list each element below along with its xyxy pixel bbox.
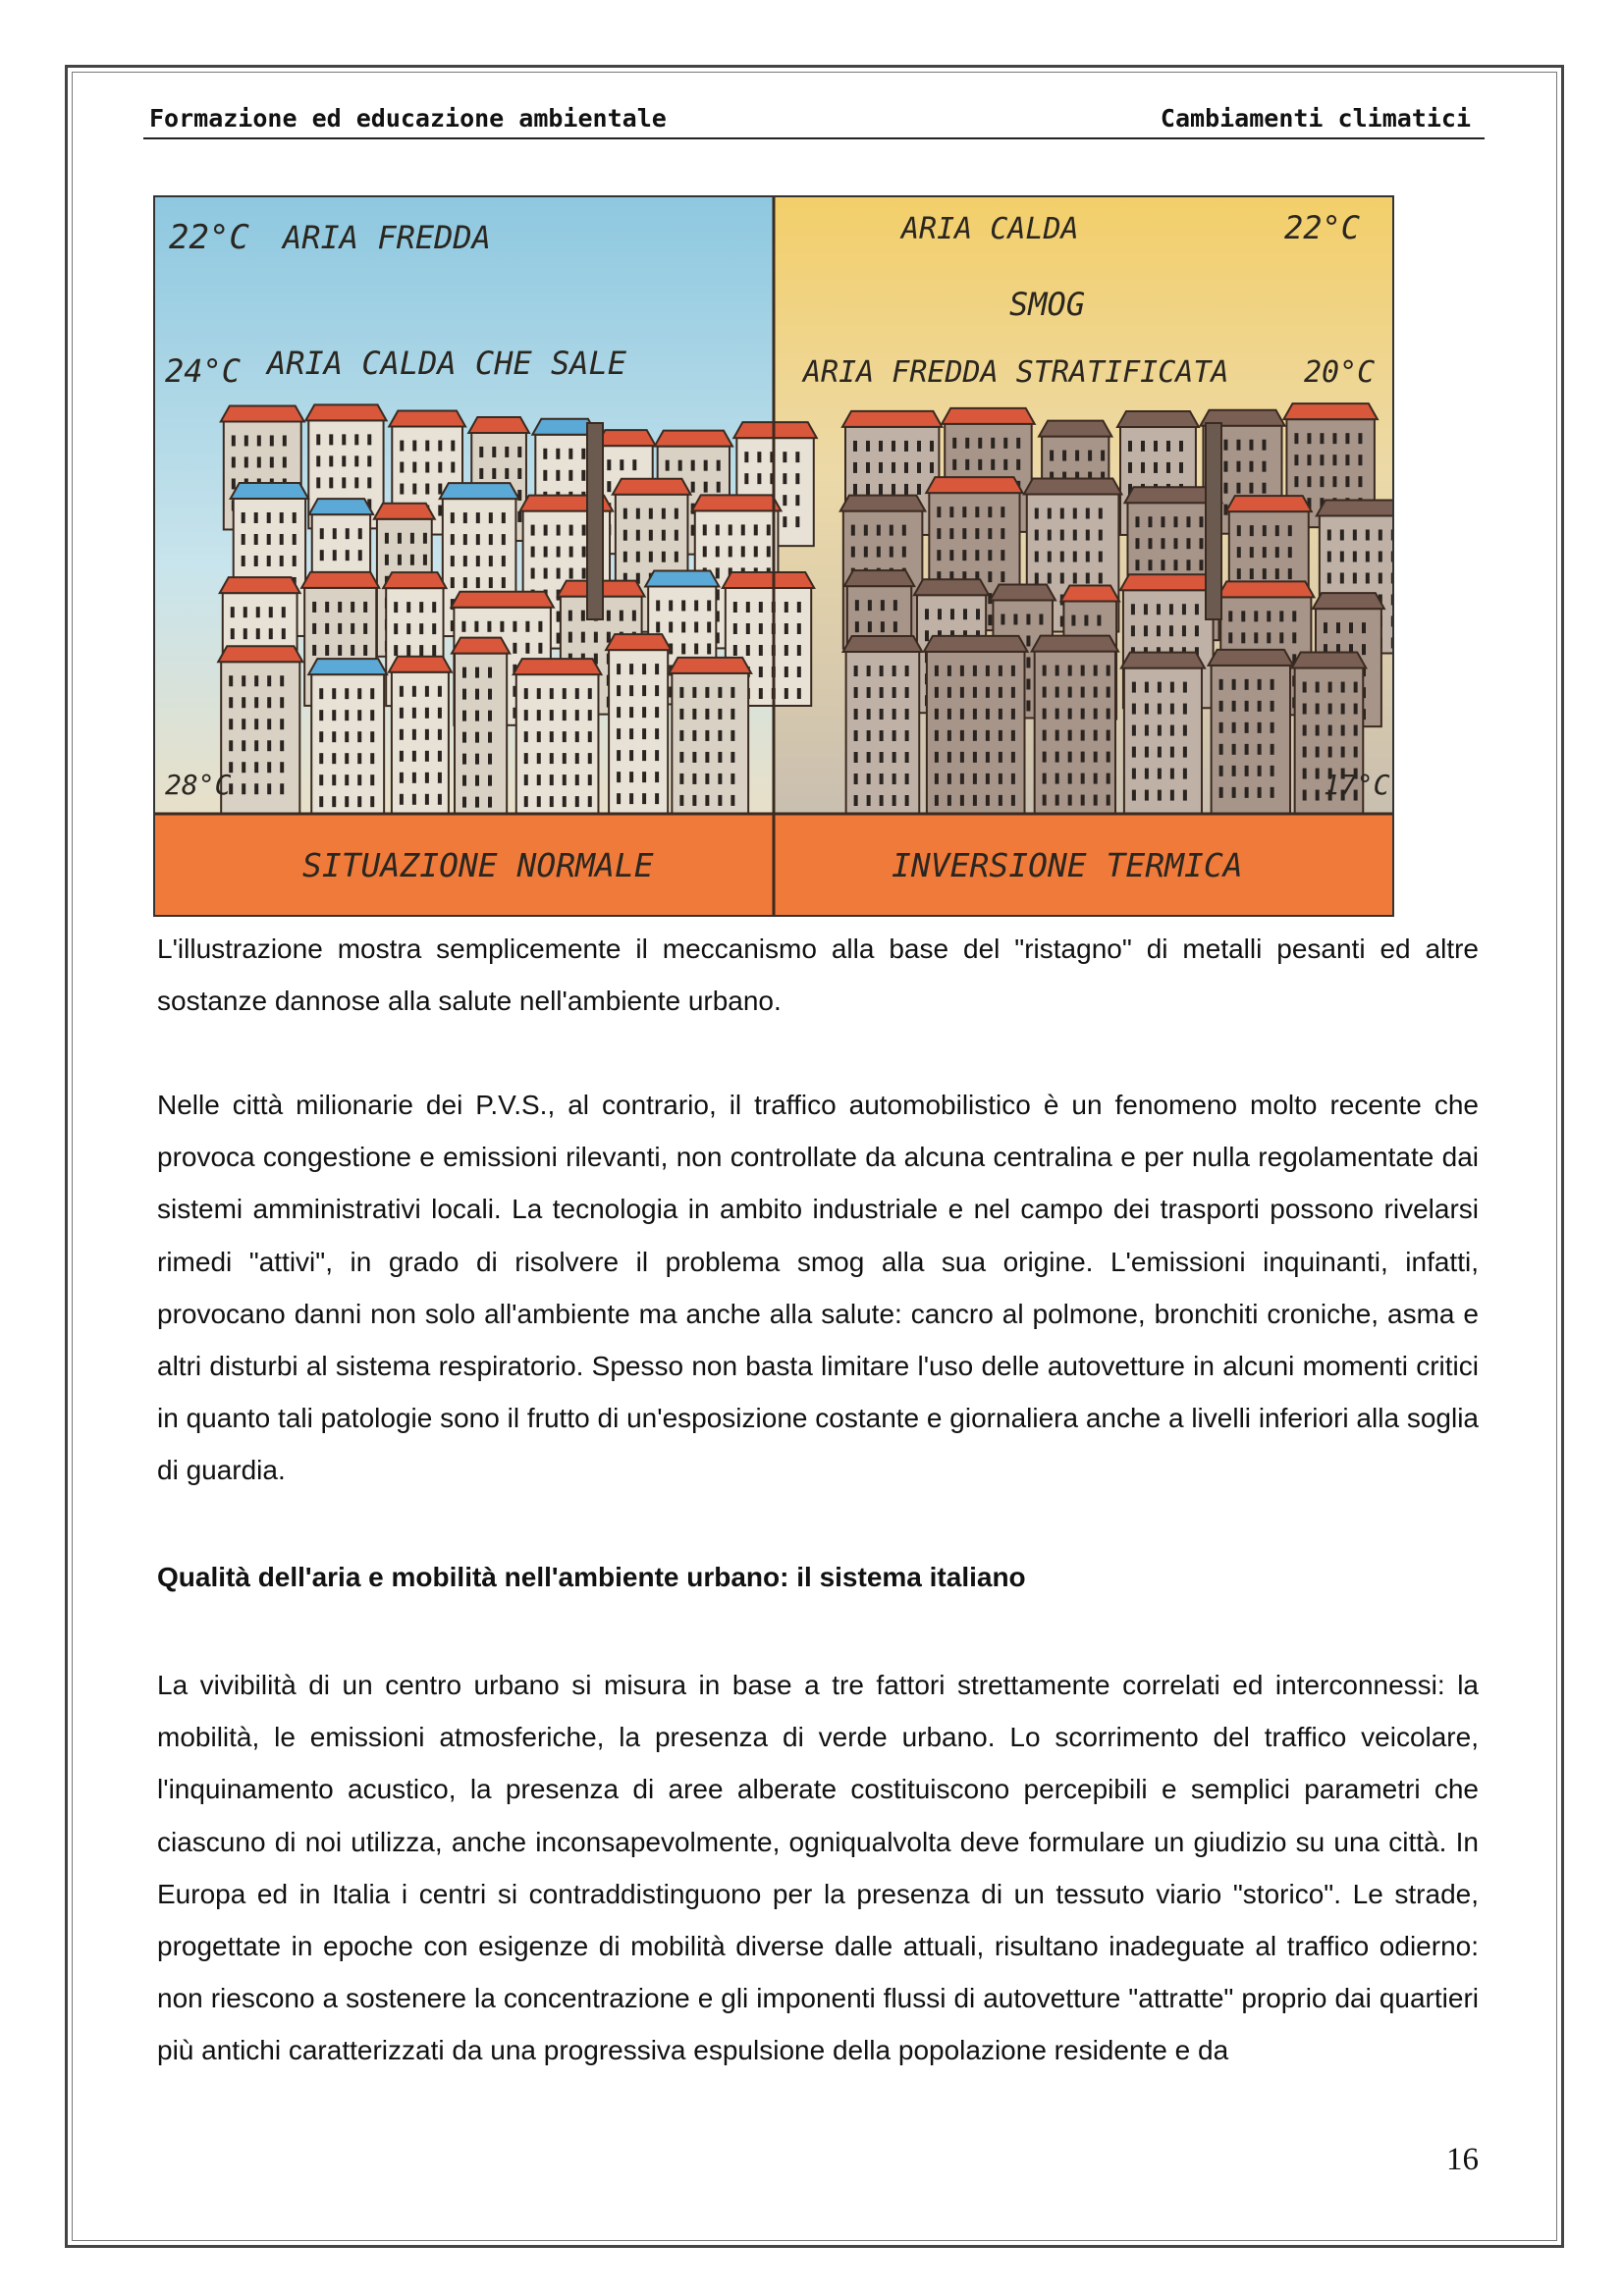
right-label-smog: SMOG — [1009, 286, 1086, 323]
left-temp-bottom: 28°C — [165, 769, 232, 801]
right-label-mid: ARIA FREDDA STRATIFICATA — [803, 355, 1229, 390]
paragraph-pvs-traffic: Nelle città milionarie dei P.V.S., al contrario, il traffico automobilistico è un fenomeno molto recente che provoca congestione e emissioni rilevanti, non controllate da alcuna centralina e per nulla regolamentate dai sistemi amministrativi locali. La tecnologia in ambito industriale e nel campo dei trasporti possono rivelarsi rimedi "attivi", in grado di risolvere il problema smog alla sua origine. L'emissioni inquinanti, infatti, provocano danni non solo all'ambiente ma anche alla salute: cancro al polmone, bronchiti croniche, asma e altri disturbi al sistema respiratorio. Spesso non basta limitare l'uso delle autovetture in alcuni momenti critici in quanto tali patologie sono il frutto di un'esposizione costante e giornaliera anche a livelli inferiori alla soglia di guardia. — [157, 1090, 1479, 1486]
paragraph-illustration-caption: L'illustrazione mostra semplicemente il meccanismo alla base del "ristagno" di metalli pesanti ed altre sostanze dannose alla salute nell'ambiente urbano. — [157, 934, 1479, 1017]
right-temp-mid: 20°C — [1304, 355, 1376, 390]
header-title: Formazione ed educazione ambientale — [149, 104, 667, 133]
building — [669, 658, 751, 814]
thermal-inversion-illustration — [153, 195, 1394, 917]
building — [1032, 636, 1118, 814]
left-label-mid: ARIA CALDA CHE SALE — [267, 345, 627, 382]
page-number: 16 — [1446, 2142, 1479, 2177]
left-temp-mid: 24°C — [165, 352, 242, 390]
header-chapter: Cambiamenti climatici — [1160, 104, 1471, 133]
page-header — [143, 102, 1485, 139]
right-label-top: ARIA CALDA — [901, 212, 1079, 246]
building — [606, 634, 671, 814]
building — [1121, 653, 1205, 814]
section-heading: Qualità dell'aria e mobilità nell'ambiente urbano: il sistema italiano — [157, 1562, 1026, 1592]
left-label-top: ARIA FREDDA — [283, 219, 491, 256]
right-temp-bottom: 17°C — [1324, 769, 1390, 801]
building — [843, 636, 923, 814]
building — [924, 636, 1028, 814]
left-temp-top: 22°C — [169, 218, 249, 257]
building — [452, 638, 510, 814]
building — [514, 659, 602, 814]
right-temp-top: 22°C — [1284, 209, 1361, 246]
building — [389, 657, 452, 814]
right-caption: INVERSIONE TERMICA — [892, 846, 1243, 884]
building — [1209, 650, 1293, 814]
left-caption: SITUAZIONE NORMALE — [302, 846, 654, 884]
building — [308, 659, 387, 814]
paragraph-urban-liveability: La vivibilità di un centro urbano si misura in base a tre fattori strettamente correlati ed interconnessi: la mobilità, le emissioni atmosferiche, la presenza di verde urbano. Lo scorrimento del traffico veicolare, l'inquinamento acustico, la presenza di aree alberate costituiscono percepibili e semplici parametri che ciascuno di noi utilizza, anche inconsapevolmente, ogniqualvolta deve formulare un giudizio su una città. In Europa ed in Italia i centri si contraddistinguono per la presenza di un tessuto viario "storico". Le strade, progettate in epoche con esigenze di mobilità diverse dalle attuali, risultano inadeguate al traffico odierno: non riescono a sostenere la concentrazione e gli imponenti flussi di autovetture "attratte" proprio dai quartieri più antichi caratterizzati da una progressiva espulsione della popolazione residente e da — [157, 1670, 1479, 2066]
